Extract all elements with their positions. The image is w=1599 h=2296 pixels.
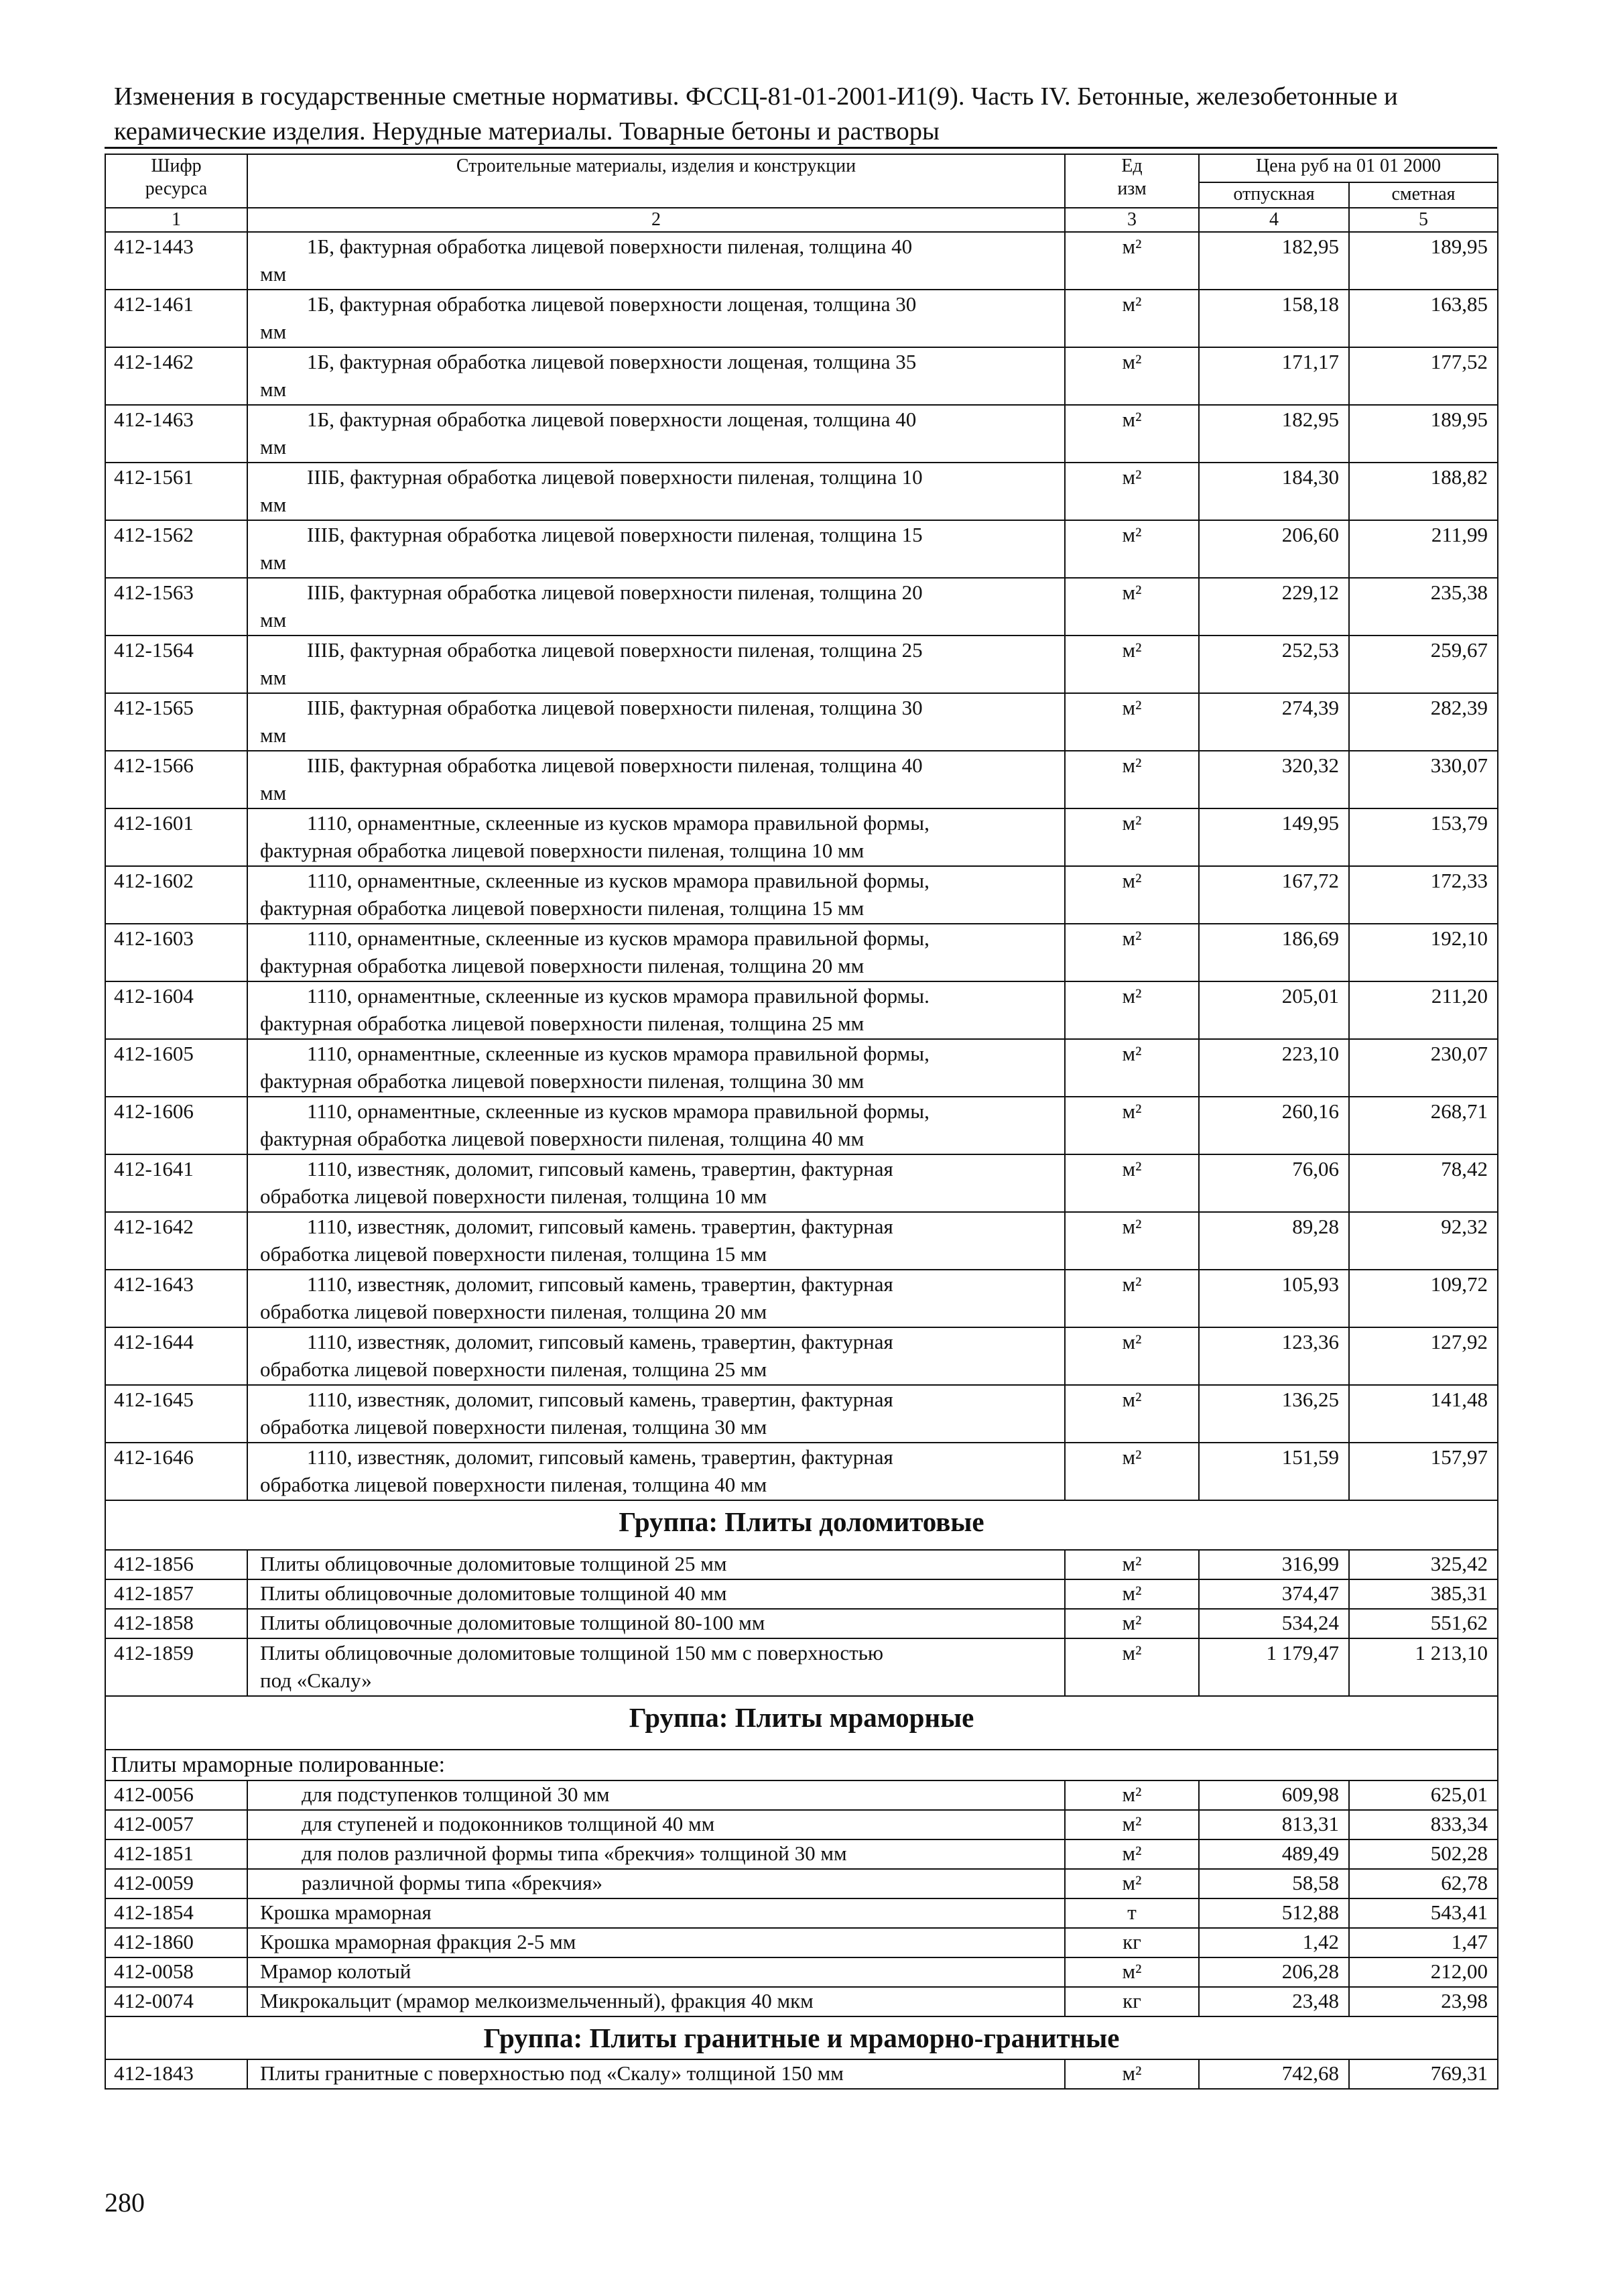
unit: м² — [1065, 520, 1199, 578]
resource-name-line-1: 1110, орнаментные, склеенные из кусков мрамора правильной формы, — [307, 869, 930, 892]
table-row — [105, 636, 1498, 693]
resource-name-line-2: мм — [260, 493, 287, 516]
release-price: 205,01 — [1199, 981, 1349, 1039]
release-price: 123,36 — [1199, 1327, 1349, 1385]
resource-name-line-2: мм — [260, 435, 287, 459]
resource-code: 412-0057 — [105, 1810, 247, 1839]
release-price: 1,42 — [1199, 1928, 1349, 1957]
resource-name-line-2: мм — [260, 550, 287, 574]
resource-code: 412-1462 — [105, 347, 247, 405]
resource-name-line-2: фактурная обработка лицевой поверхности пиленая, толщина 20 мм — [260, 954, 865, 977]
group-row — [105, 2016, 1498, 2059]
resource-code: 412-1641 — [105, 1154, 247, 1212]
group-title-dolomite: Группа: Плиты доломитовые — [105, 1500, 1498, 1550]
resource-name: различной формы типа «брекчия» — [247, 1869, 1065, 1898]
subheading-row — [105, 1750, 1498, 1780]
unit: м² — [1065, 1780, 1199, 1810]
resource-name — [247, 1154, 1065, 1212]
table-row — [105, 2059, 1498, 2089]
resource-name: Крошка мраморная фракция 2-5 мм — [247, 1928, 1065, 1957]
column-number: 2 — [247, 208, 1065, 232]
resource-name: Плиты облицовочные доломитовые толщиной 80-100 мм — [247, 1609, 1065, 1638]
resource-name-line-1: IIIБ, фактурная обработка лицевой поверхности пиленая, толщина 15 — [307, 523, 923, 546]
resource-name-line-1: IIIБ, фактурная обработка лицевой поверхности пиленая, толщина 10 — [307, 465, 923, 489]
release-price: 158,18 — [1199, 290, 1349, 347]
release-price: 1 179,47 — [1199, 1638, 1349, 1696]
resource-code: 412-1606 — [105, 1097, 247, 1154]
resource-name-line-1: 1110, известняк, доломит, гипсовый камень, травертин, фактурная — [307, 1157, 893, 1181]
table-row — [105, 290, 1498, 347]
table-row — [105, 1550, 1498, 1579]
resource-code: 412-1605 — [105, 1039, 247, 1097]
resource-name — [247, 636, 1065, 693]
resource-name-line-2: мм — [260, 377, 287, 401]
column-number: 1 — [105, 208, 247, 232]
resource-name: Мрамор колотый — [247, 1957, 1065, 1987]
unit: м² — [1065, 347, 1199, 405]
resource-name — [247, 290, 1065, 347]
table-row — [105, 232, 1498, 290]
resource-code: 412-1851 — [105, 1839, 247, 1869]
resource-name-line-2: обработка лицевой поверхности пиленая, толщина 20 мм — [260, 1300, 767, 1323]
estimate-price: 543,41 — [1349, 1898, 1498, 1928]
estimate-price: 769,31 — [1349, 2059, 1498, 2089]
resource-name-line-1: 1Б, фактурная обработка лицевой поверхности пиленая, толщина 40 — [307, 235, 913, 258]
estimate-price: 177,52 — [1349, 347, 1498, 405]
header-price-estimate: сметная — [1349, 182, 1498, 208]
unit: м² — [1065, 981, 1199, 1039]
estimate-price: 282,39 — [1349, 693, 1498, 751]
estimate-price: 330,07 — [1349, 751, 1498, 808]
release-price: 23,48 — [1199, 1987, 1349, 2016]
resource-code: 412-0059 — [105, 1869, 247, 1898]
resource-name: Плиты гранитные с поверхностью под «Скалу» толщиной 150 мм — [247, 2059, 1065, 2089]
resource-code: 412-1566 — [105, 751, 247, 808]
resource-name-line-1: 1110, орнаментные, склеенные из кусков мрамора правильной формы, — [307, 1099, 930, 1123]
table-row — [105, 1609, 1498, 1638]
resource-name-line-1: 1110, орнаментные, склеенные из кусков мрамора правильной формы, — [307, 811, 930, 835]
resource-name-line-2: мм — [260, 262, 287, 286]
release-price: 742,68 — [1199, 2059, 1349, 2089]
resource-name-line-1: 1110, известняк, доломит, гипсовый камень, травертин, фактурная — [307, 1330, 893, 1353]
release-price: 58,58 — [1199, 1869, 1349, 1898]
resource-name-line-1: 1Б, фактурная обработка лицевой поверхности лощеная, толщина 30 — [307, 292, 917, 316]
resource-name — [247, 232, 1065, 290]
resource-name-line-2: фактурная обработка лицевой поверхности пиленая, толщина 10 мм — [260, 839, 865, 862]
table-row — [105, 1212, 1498, 1270]
estimate-price: 92,32 — [1349, 1212, 1498, 1270]
release-price: 149,95 — [1199, 808, 1349, 866]
header-price-title: Цена руб на 01 01 2000 — [1199, 154, 1498, 182]
resource-name-line-2: фактурная обработка лицевой поверхности пиленая, толщина 15 мм — [260, 896, 865, 920]
resource-name-line-2: мм — [260, 781, 287, 804]
price-table-body — [105, 154, 1498, 2089]
resource-name: Плиты облицовочные доломитовые толщиной 25 мм — [247, 1550, 1065, 1579]
unit: кг — [1065, 1928, 1199, 1957]
header-price-release: отпускная — [1199, 182, 1349, 208]
resource-name-line-1: 1110, известняк, доломит, гипсовый камень. травертин, фактурная — [307, 1215, 893, 1238]
unit: м² — [1065, 1154, 1199, 1212]
estimate-price: 259,67 — [1349, 636, 1498, 693]
release-price: 136,25 — [1199, 1385, 1349, 1443]
unit: м² — [1065, 1810, 1199, 1839]
estimate-price: 23,98 — [1349, 1987, 1498, 2016]
resource-name — [247, 1638, 1065, 1696]
estimate-price: 153,79 — [1349, 808, 1498, 866]
release-price: 223,10 — [1199, 1039, 1349, 1097]
table-header-row — [105, 154, 1498, 182]
document-header — [114, 79, 1488, 149]
header-line-2: керамические изделия. Нерудные материалы. Товарные бетоны и растворы — [114, 117, 940, 145]
resource-name-line-1: 1110, известняк, доломит, гипсовый камень, травертин, фактурная — [307, 1388, 893, 1411]
table-row — [105, 520, 1498, 578]
resource-code: 412-1843 — [105, 2059, 247, 2089]
unit: м² — [1065, 463, 1199, 520]
group-row — [105, 1696, 1498, 1750]
price-table — [105, 154, 1498, 2090]
resource-name: для ступеней и подоконников толщиной 40 мм — [247, 1810, 1065, 1839]
release-price: 534,24 — [1199, 1609, 1349, 1638]
resource-name — [247, 1385, 1065, 1443]
unit: м² — [1065, 693, 1199, 751]
table-row — [105, 405, 1498, 463]
resource-code: 412-1644 — [105, 1327, 247, 1385]
resource-code: 412-1563 — [105, 578, 247, 636]
resource-name-line-2: обработка лицевой поверхности пиленая, толщина 40 мм — [260, 1473, 767, 1496]
resource-name: Плиты облицовочные доломитовые толщиной 40 мм — [247, 1579, 1065, 1609]
estimate-price: 230,07 — [1349, 1039, 1498, 1097]
release-price: 171,17 — [1199, 347, 1349, 405]
estimate-price: 325,42 — [1349, 1550, 1498, 1579]
resource-name-line-1: Плиты облицовочные доломитовые толщиной 150 мм с поверхностью — [260, 1641, 884, 1665]
estimate-price: 192,10 — [1349, 924, 1498, 981]
estimate-price: 385,31 — [1349, 1579, 1498, 1609]
release-price: 151,59 — [1199, 1443, 1349, 1500]
unit: м² — [1065, 1443, 1199, 1500]
header-code-line-2: ресурса — [145, 178, 208, 199]
resource-code: 412-1856 — [105, 1550, 247, 1579]
unit: м² — [1065, 1839, 1199, 1869]
subheading-polished: Плиты мраморные полированные: — [105, 1750, 1498, 1780]
resource-code: 412-1642 — [105, 1212, 247, 1270]
release-price: 274,39 — [1199, 693, 1349, 751]
header-name-cell: Строительные материалы, изделия и конструкции — [247, 154, 1065, 208]
unit: м² — [1065, 1327, 1199, 1385]
estimate-price: 189,95 — [1349, 405, 1498, 463]
unit: м² — [1065, 751, 1199, 808]
table-row — [105, 1928, 1498, 1957]
resource-name — [247, 808, 1065, 866]
table-row — [105, 866, 1498, 924]
resource-code: 412-1461 — [105, 290, 247, 347]
resource-name — [247, 520, 1065, 578]
unit: м² — [1065, 1957, 1199, 1987]
estimate-price: 625,01 — [1349, 1780, 1498, 1810]
resource-code: 412-1643 — [105, 1270, 247, 1327]
resource-name-line-1: 1110, орнаментные, склеенные из кусков мрамора правильной формы. — [307, 984, 930, 1008]
column-number: 4 — [1199, 208, 1349, 232]
table-row — [105, 1898, 1498, 1928]
resource-name-line-2: мм — [260, 723, 287, 747]
resource-code: 412-1463 — [105, 405, 247, 463]
resource-name — [247, 578, 1065, 636]
header-line-1: Изменения в государственные сметные нормативы. ФССЦ-81-01-2001-И1(9). Часть IV. Бетонные, железобетонные и — [114, 82, 1398, 111]
resource-code: 412-1603 — [105, 924, 247, 981]
estimate-price: 1 213,10 — [1349, 1638, 1498, 1696]
unit: м² — [1065, 1212, 1199, 1270]
release-price: 489,49 — [1199, 1839, 1349, 1869]
table-row — [105, 1270, 1498, 1327]
resource-code: 412-1443 — [105, 232, 247, 290]
resource-name — [247, 1039, 1065, 1097]
resource-code: 412-1602 — [105, 866, 247, 924]
header-unit-line-2: изм — [1117, 178, 1147, 199]
resource-name — [247, 924, 1065, 981]
resource-name — [247, 1327, 1065, 1385]
table-row — [105, 578, 1498, 636]
resource-code: 412-0058 — [105, 1957, 247, 1987]
header-code-line-1: Шифр — [151, 156, 202, 176]
resource-code: 412-1601 — [105, 808, 247, 866]
release-price: 184,30 — [1199, 463, 1349, 520]
resource-name-line-2: обработка лицевой поверхности пиленая, толщина 25 мм — [260, 1357, 767, 1381]
resource-name: для полов различной формы типа «брекчия» толщиной 30 мм — [247, 1839, 1065, 1869]
unit: м² — [1065, 578, 1199, 636]
resource-code: 412-1854 — [105, 1898, 247, 1928]
estimate-price: 172,33 — [1349, 866, 1498, 924]
table-row — [105, 1039, 1498, 1097]
table-row — [105, 1385, 1498, 1443]
release-price: 316,99 — [1199, 1550, 1349, 1579]
resource-name — [247, 866, 1065, 924]
resource-name-line-1: IIIБ, фактурная обработка лицевой поверхности пиленая, толщина 30 — [307, 696, 923, 719]
estimate-price: 188,82 — [1349, 463, 1498, 520]
release-price: 260,16 — [1199, 1097, 1349, 1154]
resource-code: 412-1860 — [105, 1928, 247, 1957]
table-row — [105, 1097, 1498, 1154]
table-row — [105, 1987, 1498, 2016]
release-price: 105,93 — [1199, 1270, 1349, 1327]
estimate-price: 268,71 — [1349, 1097, 1498, 1154]
table-row — [105, 1780, 1498, 1810]
table-row — [105, 1839, 1498, 1869]
resource-name — [247, 693, 1065, 751]
resource-name: для подступенков толщиной 30 мм — [247, 1780, 1065, 1810]
resource-name-line-1: 1Б, фактурная обработка лицевой поверхности лощеная, толщина 40 — [307, 408, 917, 431]
unit: м² — [1065, 290, 1199, 347]
table-row — [105, 1638, 1498, 1696]
resource-name-line-1: 1110, известняк, доломит, гипсовый камень, травертин, фактурная — [307, 1445, 893, 1469]
release-price: 89,28 — [1199, 1212, 1349, 1270]
release-price: 252,53 — [1199, 636, 1349, 693]
unit: м² — [1065, 1385, 1199, 1443]
unit: м² — [1065, 1609, 1199, 1638]
estimate-price: 141,48 — [1349, 1385, 1498, 1443]
resource-name-line-2: мм — [260, 666, 287, 689]
resource-code: 412-0074 — [105, 1987, 247, 2016]
estimate-price: 163,85 — [1349, 290, 1498, 347]
estimate-price: 189,95 — [1349, 232, 1498, 290]
table-row — [105, 924, 1498, 981]
table-row — [105, 463, 1498, 520]
release-price: 186,69 — [1199, 924, 1349, 981]
unit: т — [1065, 1898, 1199, 1928]
resource-name: Крошка мраморная — [247, 1898, 1065, 1928]
release-price: 167,72 — [1199, 866, 1349, 924]
release-price: 76,06 — [1199, 1154, 1349, 1212]
resource-name-line-2: обработка лицевой поверхности пиленая, толщина 30 мм — [260, 1415, 767, 1439]
column-number-row — [105, 208, 1498, 232]
unit: м² — [1065, 1638, 1199, 1696]
unit: м² — [1065, 924, 1199, 981]
resource-name-line-2: фактурная обработка лицевой поверхности пиленая, толщина 40 мм — [260, 1127, 865, 1150]
header-code-cell — [105, 154, 247, 208]
unit: м² — [1065, 405, 1199, 463]
header-unit-cell — [1065, 154, 1199, 208]
header-unit-line-1: Ед — [1121, 156, 1143, 176]
estimate-price: 502,28 — [1349, 1839, 1498, 1869]
table-row — [105, 1957, 1498, 1987]
resource-name — [247, 1212, 1065, 1270]
resource-name-line-2: обработка лицевой поверхности пиленая, толщина 10 мм — [260, 1185, 767, 1208]
group-title-marble: Группа: Плиты мраморные — [105, 1696, 1498, 1750]
unit: м² — [1065, 1579, 1199, 1609]
release-price: 182,95 — [1199, 232, 1349, 290]
resource-name-line-2: под «Скалу» — [260, 1669, 372, 1692]
unit: м² — [1065, 1097, 1199, 1154]
unit: м² — [1065, 866, 1199, 924]
resource-code: 412-1565 — [105, 693, 247, 751]
table-row — [105, 347, 1498, 405]
resource-name — [247, 1270, 1065, 1327]
group-title-granite: Группа: Плиты гранитные и мраморно-гранитные — [105, 2016, 1498, 2059]
unit: м² — [1065, 636, 1199, 693]
resource-code: 412-1562 — [105, 520, 247, 578]
estimate-price: 211,99 — [1349, 520, 1498, 578]
column-number: 5 — [1349, 208, 1498, 232]
table-row — [105, 1579, 1498, 1609]
resource-name — [247, 1443, 1065, 1500]
resource-name-line-1: 1110, орнаментные, склеенные из кусков мрамора правильной формы, — [307, 926, 930, 950]
resource-name-line-1: IIIБ, фактурная обработка лицевой поверхности пиленая, толщина 20 — [307, 581, 923, 604]
resource-name-line-2: фактурная обработка лицевой поверхности пиленая, толщина 25 мм — [260, 1012, 865, 1035]
release-price: 609,98 — [1199, 1780, 1349, 1810]
resource-name — [247, 347, 1065, 405]
resource-code: 412-1604 — [105, 981, 247, 1039]
unit: м² — [1065, 232, 1199, 290]
resource-code: 412-1564 — [105, 636, 247, 693]
unit: м² — [1065, 1869, 1199, 1898]
resource-code: 412-0056 — [105, 1780, 247, 1810]
estimate-price: 833,34 — [1349, 1810, 1498, 1839]
resource-name — [247, 1097, 1065, 1154]
estimate-price: 551,62 — [1349, 1609, 1498, 1638]
unit: м² — [1065, 2059, 1199, 2089]
resource-name — [247, 751, 1065, 808]
release-price: 206,60 — [1199, 520, 1349, 578]
resource-name-line-2: фактурная обработка лицевой поверхности пиленая, толщина 30 мм — [260, 1069, 865, 1093]
resource-name — [247, 981, 1065, 1039]
estimate-price: 78,42 — [1349, 1154, 1498, 1212]
release-price: 374,47 — [1199, 1579, 1349, 1609]
resource-name-line-2: мм — [260, 608, 287, 631]
table-row — [105, 1869, 1498, 1898]
estimate-price: 1,47 — [1349, 1928, 1498, 1957]
resource-name-line-1: 1Б, фактурная обработка лицевой поверхности лощеная, толщина 35 — [307, 350, 917, 373]
resource-code: 412-1646 — [105, 1443, 247, 1500]
table-row — [105, 1810, 1498, 1839]
resource-name-line-1: 1110, известняк, доломит, гипсовый камень, травертин, фактурная — [307, 1272, 893, 1296]
column-number: 3 — [1065, 208, 1199, 232]
resource-name-line-2: обработка лицевой поверхности пиленая, толщина 15 мм — [260, 1242, 767, 1266]
estimate-price: 212,00 — [1349, 1957, 1498, 1987]
unit: кг — [1065, 1987, 1199, 2016]
resource-code: 412-1561 — [105, 463, 247, 520]
resource-name-line-1: 1110, орнаментные, склеенные из кусков мрамора правильной формы, — [307, 1042, 930, 1065]
release-price: 206,28 — [1199, 1957, 1349, 1987]
table-row — [105, 751, 1498, 808]
resource-name: Микрокальцит (мрамор мелкоизмельченный), фракция 40 мкм — [247, 1987, 1065, 2016]
table-row — [105, 1327, 1498, 1385]
unit: м² — [1065, 1550, 1199, 1579]
header-rule — [105, 147, 1497, 149]
resource-name — [247, 463, 1065, 520]
resource-name-line-1: IIIБ, фактурная обработка лицевой поверхности пиленая, толщина 40 — [307, 753, 923, 777]
resource-code: 412-1645 — [105, 1385, 247, 1443]
resource-code: 412-1859 — [105, 1638, 247, 1696]
resource-name — [247, 405, 1065, 463]
estimate-price: 62,78 — [1349, 1869, 1498, 1898]
estimate-price: 211,20 — [1349, 981, 1498, 1039]
table-row — [105, 1154, 1498, 1212]
unit: м² — [1065, 1039, 1199, 1097]
estimate-price: 127,92 — [1349, 1327, 1498, 1385]
group-row — [105, 1500, 1498, 1550]
estimate-price: 157,97 — [1349, 1443, 1498, 1500]
page-number: 280 — [105, 2187, 145, 2218]
release-price: 512,88 — [1199, 1898, 1349, 1928]
table-row — [105, 981, 1498, 1039]
unit: м² — [1065, 808, 1199, 866]
estimate-price: 235,38 — [1349, 578, 1498, 636]
resource-name-line-1: IIIБ, фактурная обработка лицевой поверхности пиленая, толщина 25 — [307, 638, 923, 662]
estimate-price: 109,72 — [1349, 1270, 1498, 1327]
release-price: 813,31 — [1199, 1810, 1349, 1839]
table-row — [105, 1443, 1498, 1500]
resource-code: 412-1858 — [105, 1609, 247, 1638]
table-row — [105, 808, 1498, 866]
table-row — [105, 693, 1498, 751]
release-price: 320,32 — [1199, 751, 1349, 808]
release-price: 229,12 — [1199, 578, 1349, 636]
unit: м² — [1065, 1270, 1199, 1327]
resource-code: 412-1857 — [105, 1579, 247, 1609]
resource-name-line-2: мм — [260, 320, 287, 343]
release-price: 182,95 — [1199, 405, 1349, 463]
